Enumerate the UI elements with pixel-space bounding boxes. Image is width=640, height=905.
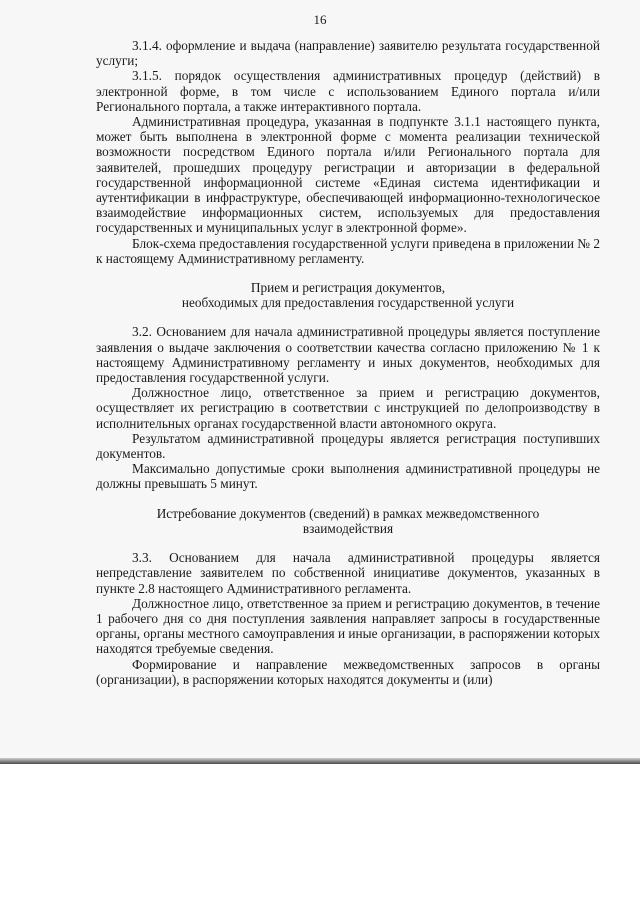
document-body (96, 38, 600, 687)
section-heading: необходимых для предоставления государственной услуги (181, 295, 515, 311)
paragraph: Блок-схема предоставления государственной услуги приведена в приложении № 2 к настоящему Административному регламенту. (96, 235, 600, 266)
paragraph: Формирование и направление межведомственных запросов в органы (организации), в распоряжении которых находятся документы и (или) (96, 656, 600, 687)
paragraph: Максимально допустимые сроки выполнения административной процедуры не должны превышать 5 минут. (96, 461, 600, 492)
section-heading: взаимодействия (302, 520, 394, 536)
paragraph: Должностное лицо, ответственное за прием и регистрацию документов, в течение 1 рабочего дня со дня поступления заявления направляет запросы в государственные органы, органы местного самоуправления и иные организации, в распоряжении которых находятся требуемые сведения. (96, 595, 600, 657)
paragraph: Административная процедура, указанная в подпункте 3.1.1 настоящего пункта, может быть выполнена в электронной форме с момента реализации технической возможности посредством Единого портала и/или Регионального портала для заявителей, прошедших процедуру регистрации и авторизации в федеральной государственной информационной системе «Единая система идентификации и аутентификации в инфраструктуре, обеспечивающей информационно-технологическое взаимодействие информационных систем, используемых для предоставления государственных и муниципальных услуг в электронной форме». (96, 114, 600, 236)
section-heading: Истребование документов (сведений) в рамках межведомственного (156, 505, 540, 521)
paragraph: Должностное лицо, ответственное за прием и регистрацию документов, осуществляет их регистрацию в соответствии с инструкцией по делопроизводству в исполнительных органах государственной власти автономного округа. (96, 385, 600, 431)
paragraph: 3.1.5. порядок осуществления административных процедур (действий) в электронной форме, в том числе с использованием Единого портала и/или Регионального портала, а также интерактивного портала. (96, 68, 600, 114)
scan-edge (0, 758, 640, 764)
paragraph: 3.1.4. оформление и выдача (направление) заявителю результата государственной услуги; (96, 38, 600, 69)
paragraph: Результатом административной процедуры является регистрация поступивших документов. (96, 430, 600, 462)
paragraph: 3.3. Основанием для начала административной процедуры является непредставление заявителем по собственной инициативе документов, указанных в пункте 2.8 настоящего Административного регламента. (96, 550, 600, 596)
section-heading: Прием и регистрация документов, (250, 280, 446, 296)
page-number: 16 (313, 12, 327, 27)
paragraph: 3.2. Основанием для начала административной процедуры является поступление заявления о выдаче заключения о соответствии качества согласно приложению № 1 к настоящему Административному регламенту и иных документов, необходимых для предоставления государственной услуги. (96, 324, 600, 386)
